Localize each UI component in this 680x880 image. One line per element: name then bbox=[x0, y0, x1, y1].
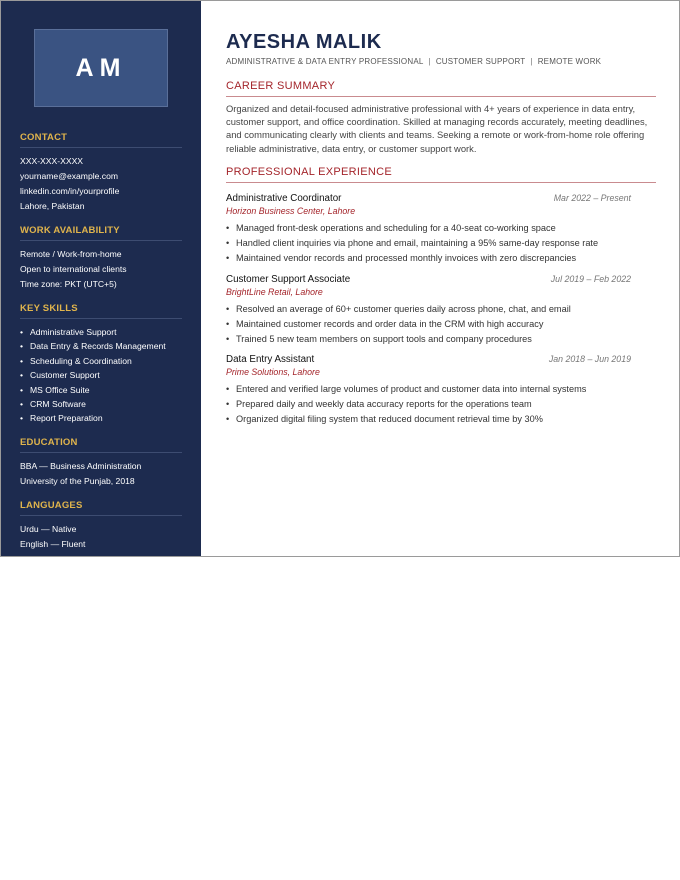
skills-heading: KEY SKILLS bbox=[20, 303, 182, 319]
education-line: University of the Punjab, 2018 bbox=[20, 475, 135, 486]
tagline bbox=[226, 57, 601, 66]
language-line: Urdu — Native bbox=[20, 523, 77, 534]
tagline-separator: | bbox=[530, 57, 533, 66]
languages-section bbox=[20, 500, 182, 552]
job-bullet: • Trained 5 new team members on support tools and company procedures bbox=[226, 332, 631, 347]
education-line: BBA — Business Administration bbox=[20, 460, 142, 471]
job-bullet: • Resolved an average of 60+ customer queries daily across phone, chat, and email bbox=[226, 302, 631, 317]
job-bullet: • Maintained customer records and order data in the CRM with high accuracy bbox=[226, 317, 631, 332]
skill-item: • Customer Support bbox=[20, 368, 182, 382]
candidate-name: AYESHA MALIK bbox=[226, 31, 382, 53]
tagline-item: ADMINISTRATIVE & DATA ENTRY PROFESSIONAL bbox=[226, 57, 424, 66]
monogram-badge: AM bbox=[34, 29, 168, 107]
tagline-item: REMOTE WORK bbox=[537, 57, 602, 66]
skill-item: • Administrative Support bbox=[20, 325, 182, 339]
job-dates: Jul 2019 – Feb 2022 bbox=[550, 274, 631, 284]
email-text: yourname@example.com bbox=[20, 171, 119, 181]
skills-section bbox=[20, 303, 182, 426]
job-company: Prime Solutions, Lahore bbox=[226, 367, 320, 377]
availability-section bbox=[20, 225, 182, 292]
job-bullet: • Entered and verified large volumes of product and customer data into internal systems bbox=[226, 382, 631, 397]
tagline-item: CUSTOMER SUPPORT bbox=[435, 57, 526, 66]
skill-item: • CRM Software bbox=[20, 397, 182, 411]
job-company: BrightLine Retail, Lahore bbox=[226, 287, 323, 297]
summary-heading: CAREER SUMMARY bbox=[226, 80, 656, 97]
job-bullets bbox=[226, 382, 631, 427]
availability-heading: WORK AVAILABILITY bbox=[20, 225, 182, 241]
skill-item: • Scheduling & Coordination bbox=[20, 354, 182, 368]
tagline-separator: | bbox=[428, 57, 431, 66]
languages-heading: LANGUAGES bbox=[20, 500, 182, 516]
language-line: English — Fluent bbox=[20, 538, 86, 549]
skill-item: • Report Preparation bbox=[20, 411, 182, 425]
linkedin-text: linkedin.com/in/yourprofile bbox=[20, 186, 120, 196]
job-company: Horizon Business Center, Lahore bbox=[226, 206, 356, 216]
job-bullet: • Handled client inquiries via phone and email, maintaining a 95% same-day response rate bbox=[226, 236, 631, 251]
phone-text: XXX-XXX-XXXX bbox=[20, 156, 84, 166]
job-bullet: • Maintained vendor records and processed monthly invoices with zero discrepancies bbox=[226, 251, 631, 266]
sidebar bbox=[1, 1, 201, 556]
skill-item: • MS Office Suite bbox=[20, 383, 182, 397]
job-bullet: • Organized digital filing system that reduced document retrieval time by 30% bbox=[226, 412, 631, 427]
job-entry bbox=[226, 193, 631, 266]
education-section bbox=[20, 437, 182, 489]
availability-line: Time zone: PKT (UTC+5) bbox=[20, 279, 117, 289]
job-title: Customer Support Associate bbox=[226, 274, 351, 285]
sidebar-content bbox=[20, 132, 182, 563]
job-dates: Jan 2018 – Jun 2019 bbox=[548, 354, 631, 364]
job-entry bbox=[226, 274, 631, 347]
job-dates: Mar 2022 – Present bbox=[553, 193, 631, 203]
skills-list bbox=[20, 325, 182, 426]
summary-text: Organized and detail-focused administrative professional with 4+ years of experience in data entry, customer support, and office coordination. Skilled at managing records accurately, meeting deadlines, and communicating clearly with clients and teams. Seeking a remote or work-from-home role offering reliable administrative, data entry, or customer support work. bbox=[226, 103, 648, 154]
skill-item: • Data Entry & Records Management bbox=[20, 339, 182, 353]
job-bullet: • Managed front-desk operations and scheduling for a 40-seat co-working space bbox=[226, 221, 631, 236]
job-bullets bbox=[226, 302, 631, 347]
location-text: Lahore, Pakistan bbox=[20, 201, 85, 211]
experience-heading: PROFESSIONAL EXPERIENCE bbox=[226, 166, 656, 183]
job-bullet: • Prepared daily and weekly data accuracy reports for the operations team bbox=[226, 397, 631, 412]
availability-line: Remote / Work-from-home bbox=[20, 249, 122, 259]
job-entry bbox=[226, 354, 631, 427]
contact-heading: CONTACT bbox=[20, 132, 182, 148]
contact-section bbox=[20, 132, 182, 214]
education-heading: EDUCATION bbox=[20, 437, 182, 453]
availability-line: Open to international clients bbox=[20, 264, 127, 274]
job-title: Administrative Coordinator bbox=[226, 193, 342, 204]
job-title: Data Entry Assistant bbox=[226, 354, 315, 365]
job-bullets bbox=[226, 221, 631, 266]
